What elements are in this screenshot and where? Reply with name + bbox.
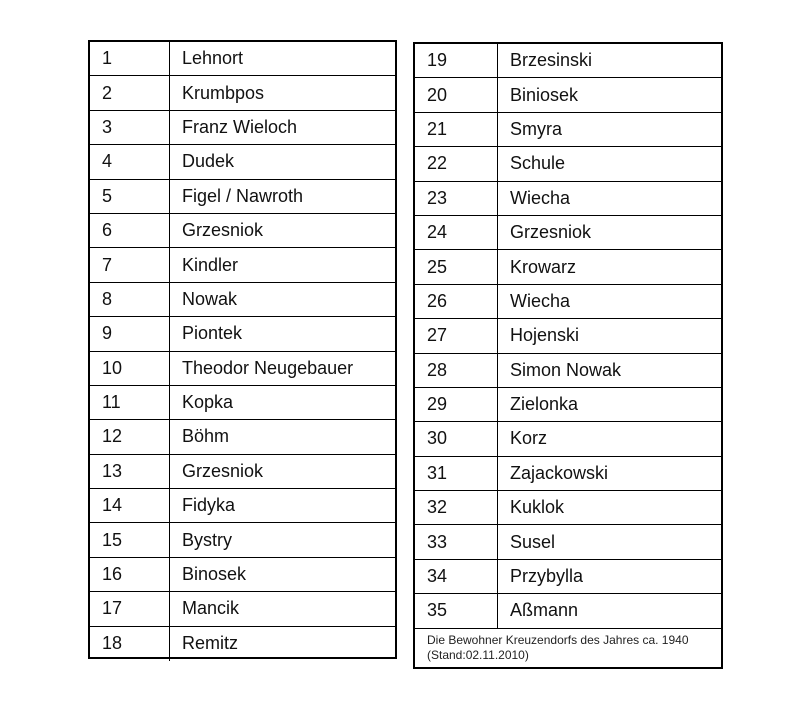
resident-name: Böhm [182, 426, 230, 447]
table-row [415, 250, 721, 284]
residents-table-right [413, 42, 723, 669]
table-caption [415, 629, 721, 663]
row-number: 14 [90, 489, 170, 522]
resident-name: Kopka [182, 392, 234, 413]
row-number: 5 [90, 180, 170, 213]
caption-date: (Stand:02.11.2010) [427, 647, 529, 662]
table-row [415, 457, 721, 491]
table-row [90, 489, 395, 523]
table-row [90, 420, 395, 454]
resident-name: Theodor Neugebauer [182, 357, 354, 378]
table-row [90, 558, 395, 592]
row-number: 21 [415, 113, 498, 146]
row-number: 31 [415, 457, 498, 490]
table-row [415, 354, 721, 388]
resident-name: Kuklok [510, 497, 565, 518]
resident-name: Dudek [182, 151, 235, 172]
row-number: 26 [415, 285, 498, 318]
resident-name: Zielonka [510, 394, 579, 415]
resident-name: Smyra [510, 118, 563, 139]
row-number: 22 [415, 147, 498, 180]
row-number: 3 [90, 111, 170, 144]
row-number: 19 [415, 44, 498, 77]
row-number: 8 [90, 283, 170, 316]
table-row [90, 42, 395, 76]
resident-name: Piontek [182, 323, 243, 344]
resident-name: Grzesniok [510, 222, 592, 243]
row-number: 9 [90, 317, 170, 350]
row-number: 18 [90, 627, 170, 661]
resident-name: Wiecha [510, 187, 571, 208]
table-row [415, 525, 721, 559]
row-number: 12 [90, 420, 170, 453]
resident-name: Figel / Nawroth [182, 185, 304, 206]
table-row [90, 283, 395, 317]
resident-name: Biniosek [510, 84, 579, 105]
row-number: 24 [415, 216, 498, 249]
table-row [90, 145, 395, 179]
row-number: 6 [90, 214, 170, 247]
table-row [415, 78, 721, 112]
table-row [90, 523, 395, 557]
resident-name: Mancik [182, 598, 240, 619]
row-number: 35 [415, 594, 498, 627]
table-row [415, 216, 721, 250]
resident-name: Fidyka [182, 495, 236, 516]
table-row [415, 388, 721, 422]
resident-name: Krowarz [510, 256, 577, 277]
table-row [415, 319, 721, 353]
table-row [90, 180, 395, 214]
row-number: 20 [415, 78, 498, 111]
resident-name: Susel [510, 531, 556, 552]
row-number: 1 [90, 42, 170, 75]
table-row [90, 214, 395, 248]
residents-table-left [88, 40, 397, 659]
caption-title: Die Bewohner Kreuzendorfs des Jahres ca. 1940 [427, 632, 689, 647]
table-row [415, 113, 721, 147]
table-row [415, 491, 721, 525]
table-row [415, 147, 721, 181]
resident-name: Korz [510, 428, 548, 449]
row-number: 2 [90, 76, 170, 109]
resident-name: Grzesniok [182, 460, 264, 481]
resident-name: Lehnort [182, 48, 244, 69]
table-row [90, 111, 395, 145]
row-number: 17 [90, 592, 170, 625]
row-number: 10 [90, 352, 170, 385]
resident-name: Krumbpos [182, 82, 265, 103]
resident-name: Przybylla [510, 566, 584, 587]
row-number: 16 [90, 558, 170, 591]
table-row [90, 352, 395, 386]
table-row [415, 44, 721, 78]
resident-name: Hojenski [510, 325, 580, 346]
resident-name: Schule [510, 153, 566, 174]
table-row [90, 592, 395, 626]
resident-name: Wiecha [510, 290, 571, 311]
row-number: 28 [415, 354, 498, 387]
resident-name: Brzesinski [510, 50, 593, 71]
row-number: 4 [90, 145, 170, 178]
row-number: 27 [415, 319, 498, 352]
resident-name: Zajackowski [510, 462, 609, 483]
resident-name: Remitz [182, 633, 239, 654]
table-row [415, 182, 721, 216]
resident-name: Kindler [182, 254, 239, 275]
table-row [90, 248, 395, 282]
resident-name: Simon Nowak [510, 359, 622, 380]
table-row [415, 285, 721, 319]
table-row [415, 560, 721, 594]
row-number: 13 [90, 455, 170, 488]
table-row [90, 317, 395, 351]
resident-name: Grzesniok [182, 220, 264, 241]
table-row [90, 627, 395, 661]
resident-name: Aßmann [510, 600, 579, 621]
row-number: 11 [90, 386, 170, 419]
row-number: 30 [415, 422, 498, 455]
row-number: 34 [415, 560, 498, 593]
table-row [415, 594, 721, 628]
row-number: 29 [415, 388, 498, 421]
row-number: 25 [415, 250, 498, 283]
row-number: 33 [415, 525, 498, 558]
row-number: 15 [90, 523, 170, 556]
table-row [90, 76, 395, 110]
resident-name: Franz Wieloch [182, 116, 298, 137]
row-number: 32 [415, 491, 498, 524]
row-number: 23 [415, 182, 498, 215]
resident-name: Bystry [182, 529, 233, 550]
table-row [415, 422, 721, 456]
table-row [90, 455, 395, 489]
row-number: 7 [90, 248, 170, 281]
resident-name: Nowak [182, 288, 238, 309]
table-row [90, 386, 395, 420]
resident-name: Binosek [182, 564, 247, 585]
